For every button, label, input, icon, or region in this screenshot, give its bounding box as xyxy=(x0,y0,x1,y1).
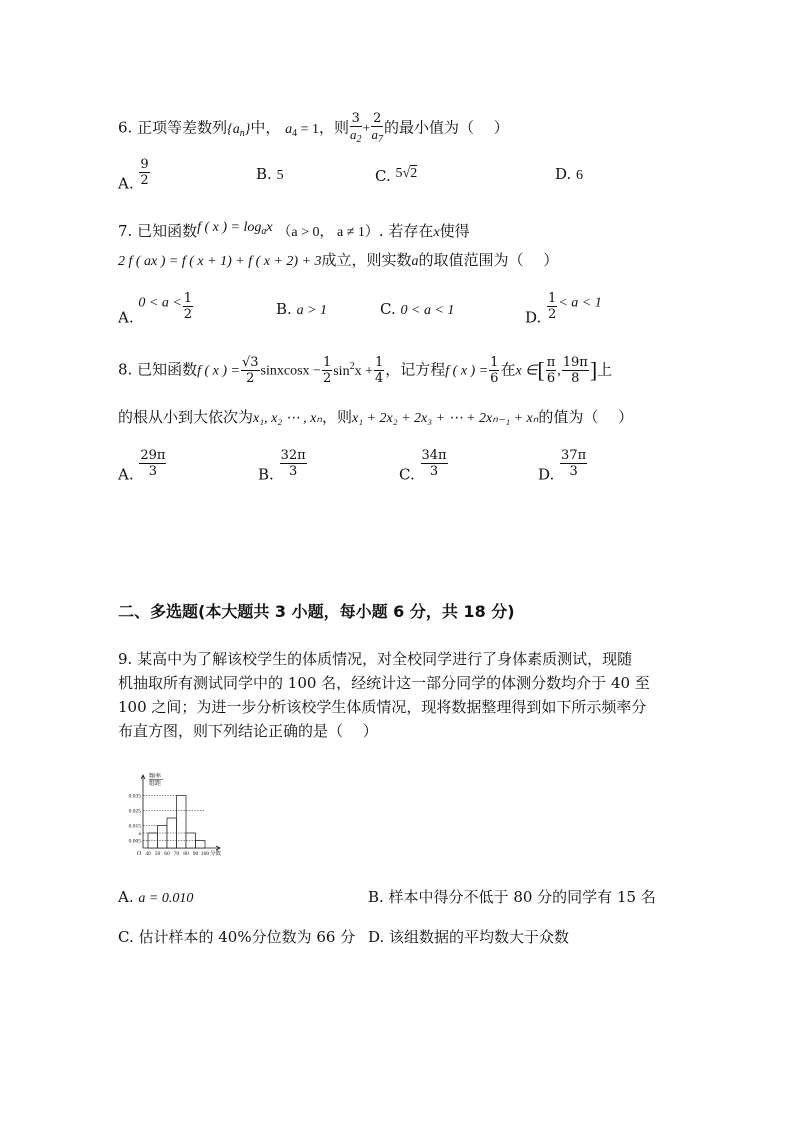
q8-stem-a: 已知函数 xyxy=(137,360,198,379)
section-2-heading: 二、多选题(本大题共 3 小题，每小题 6 分，共 18 分) xyxy=(118,602,515,621)
q6-stem-d: 的最小值为（ ） xyxy=(383,118,509,137)
question-7 xyxy=(118,220,470,242)
q8-stem-b: ，记方程 xyxy=(385,360,446,379)
x-tick-label: 50 xyxy=(154,851,161,857)
q8-option-a: A. $\frac{29\pi}{3}$ xyxy=(118,448,166,484)
x-tick-label: 60 xyxy=(164,851,170,857)
x-tick-label: 90 xyxy=(192,851,199,857)
q8-line-2: 的根从小到大依次为x₁, x₂ ⋯ , xₙ，则x₁ + 2x₂ + 2x₃ + ⋯ + 2xₙ₋₁ + xₙ的值为（ ） xyxy=(118,408,634,426)
y-label-top: 频率 xyxy=(149,774,162,780)
q6-option-c: C. 5√2 xyxy=(375,166,418,185)
q8-number: 8. xyxy=(118,360,133,379)
histogram-bar xyxy=(158,826,168,849)
x-tick-label: 70 xyxy=(173,851,180,857)
question-6 xyxy=(118,112,509,145)
y-tick-label: 0.035 xyxy=(128,793,141,800)
q8-sum: x₁ + 2x₂ + 2x₃ + ⋯ + 2xₙ₋₁ + xₙ xyxy=(352,411,539,426)
q7-cond: （a > 0， a ≠ 1） xyxy=(277,225,379,240)
q7-stem-a: 已知函数 xyxy=(137,222,198,240)
q7-number: 7. xyxy=(118,222,133,240)
x-tick-label: 40 xyxy=(145,851,151,857)
question-8: 8. 已知函数f ( x ) = $\frac{√3}{2}$ sinxcosx − $\frac{1}{2}$ $\sin^2x$ + $\frac{1}{4}$ ，记方程f ( x ) = $\frac{1}{6}$ 在x ∈[ $\frac{\pi}{6}$ , $\frac{19\pi}{8}$ ]上 xyxy=(118,355,613,386)
y-tick-label: 0.015 xyxy=(128,823,141,830)
q6-option-a: A. $\frac{9}{2}$ xyxy=(118,157,149,193)
sqrt-sign-icon: √ xyxy=(402,166,411,181)
q8-frac-1: $\frac{√3}{2}$ xyxy=(241,355,259,386)
q9-line-1: 9. 某高中为了解该校学生的体质情况，对全校同学进行了身体素质测试，现随 xyxy=(118,650,633,668)
q7-var-x: x xyxy=(433,225,440,240)
y-tick-label: 0.005 xyxy=(128,838,141,845)
q6-fraction-2: $\frac{2}{a_7}$ xyxy=(371,111,383,145)
q7-option-c: C. 0 < a < 1 xyxy=(380,300,455,318)
q9-line-2: 机抽取所有测试同学中的 100 名，经统计这一部分同学的体测分数均介于 40 至 xyxy=(118,674,650,692)
origin-label: O xyxy=(136,851,142,857)
left-bracket-icon: [ xyxy=(537,357,545,383)
histogram-bar xyxy=(177,796,187,849)
q8-option-c: C. $\frac{34\pi}{3}$ xyxy=(399,448,447,484)
q9-option-a: A. a = 0.010 xyxy=(118,888,194,906)
q7-line-2 xyxy=(118,251,558,271)
q6-stem-c: ，则 xyxy=(319,118,350,137)
y-tick-label: a xyxy=(138,830,141,837)
q7-stem-e: 的取值范围为（ ） xyxy=(418,251,559,269)
q6-stem-a: 正项等差数列 xyxy=(137,118,228,137)
q6-number: 6. xyxy=(118,118,133,137)
q8-frac-2: $\frac{1}{2}$ xyxy=(322,355,332,386)
q8-option-d: D. $\frac{37\pi}{3}$ xyxy=(538,448,587,484)
q7-stem-b: . 若存在 xyxy=(378,222,434,240)
q9-option-b: B. 样本中得分不低于 80 分的同学有 15 名 xyxy=(368,888,656,906)
q7-equation: 2 f ( ax ) = f ( x + 1) + f ( x + 2) + 3 xyxy=(118,254,322,269)
x-tick-label: 100 xyxy=(200,851,210,857)
q8-frac-4: $\frac{1}{6}$ xyxy=(490,355,499,386)
frequency-histogram xyxy=(115,770,245,865)
q6-plus: + xyxy=(362,121,371,137)
q6-fraction-1: $\frac{3}{a_2}$ xyxy=(350,111,362,145)
q6-cond: $a_4 = 1$ xyxy=(285,121,320,139)
y-tick-label: 0.025 xyxy=(128,808,141,815)
q9-option-c: C. 估计样本的 40%分位数为 66 分 xyxy=(118,928,356,946)
q6-seq: $\{a_n\}$ xyxy=(227,121,251,139)
y-label-bottom: 组距 xyxy=(149,781,162,787)
q6-option-d: D. 6 xyxy=(555,165,584,183)
q8-roots: x₁, x₂ ⋯ , xₙ xyxy=(253,411,322,426)
q9-line-4: 布直方图，则下列结论正确的是（ ） xyxy=(118,722,378,740)
q7-option-b: B. a > 1 xyxy=(276,300,328,318)
q8-frac-3: $\frac{1}{4}$ xyxy=(374,355,384,386)
q6-stem-b: 中， xyxy=(250,118,281,137)
right-bracket-icon: ] xyxy=(589,357,598,383)
histogram-bar xyxy=(196,841,206,849)
q7-option-d: D. $\frac{1}{2}$ < a < 1 xyxy=(525,291,602,327)
q8-option-b: B. $\frac{32\pi}{3}$ xyxy=(258,448,306,484)
q7-option-a: A. 0 < a < $\frac{1}{2}$ xyxy=(118,291,193,327)
q8-func-left: f ( x ) = xyxy=(197,363,240,379)
q7-stem-d: 成立，则实数 xyxy=(321,251,412,269)
q7-func: f ( x ) = $\log_ax$ xyxy=(197,220,273,237)
x-tick-label: 80 xyxy=(183,851,189,857)
q6-option-b: B. 5 xyxy=(256,165,284,183)
q9-option-d: D. 该组数据的平均数大于众数 xyxy=(368,928,570,946)
q9-line-3: 100 之间；为进一步分析该校学生体质情况，现将数据整理得到如下所示频率分 xyxy=(118,698,647,716)
x-axis-label: 分数 xyxy=(210,851,222,857)
q8-mid: sinxcosx − xyxy=(260,363,321,379)
q7-stem-c: 使得 xyxy=(439,222,470,240)
q7-var-a: a xyxy=(411,254,419,269)
